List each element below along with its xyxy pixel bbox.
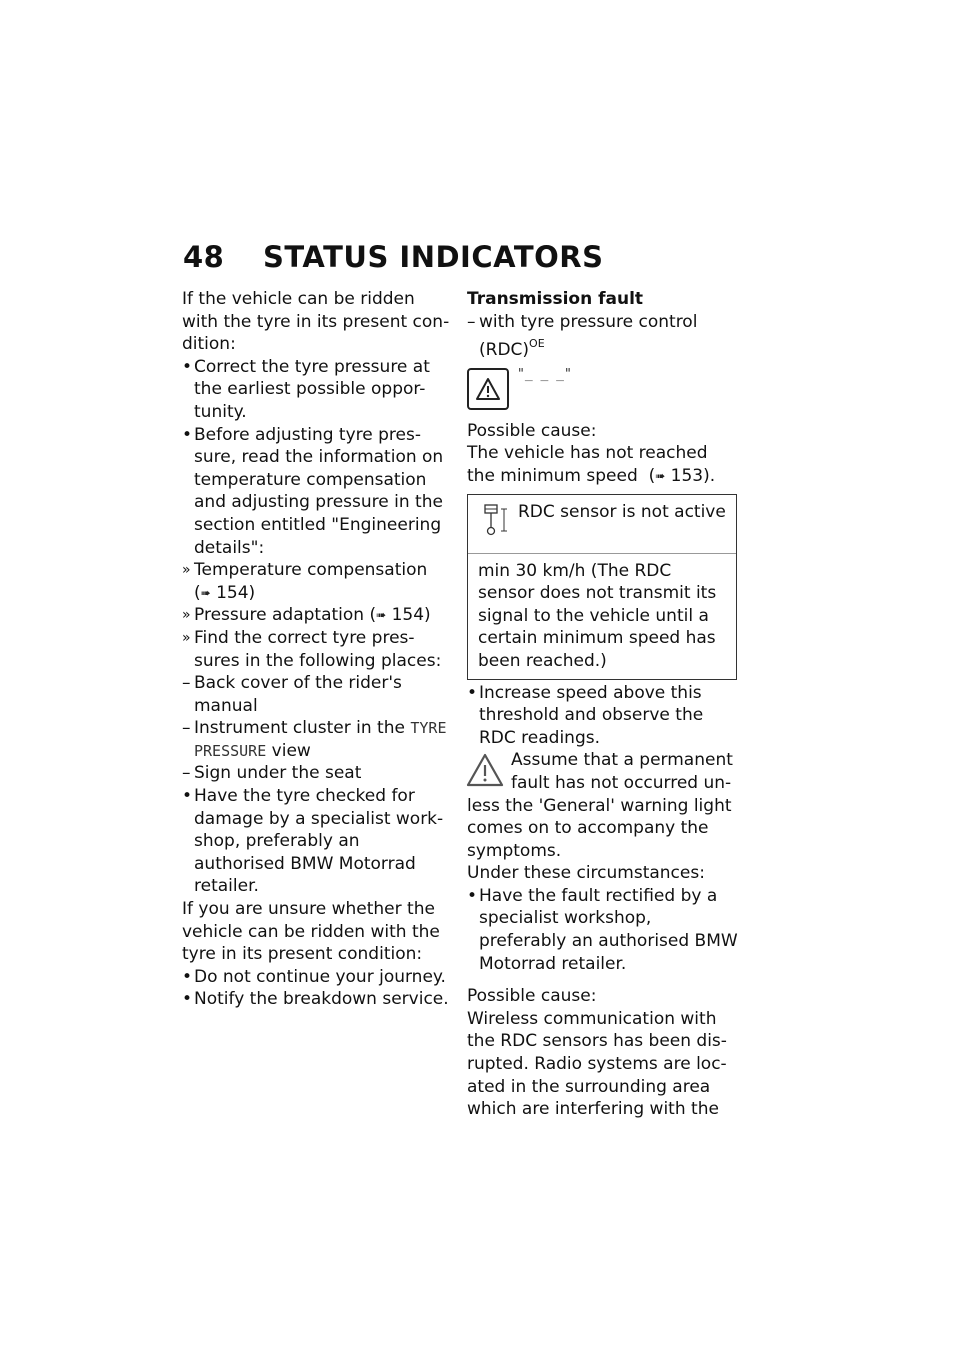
list-item bbox=[182, 988, 452, 1011]
bullet-marker: • bbox=[182, 966, 193, 987]
rdc-info-box bbox=[467, 494, 737, 680]
paren: ( bbox=[194, 582, 201, 603]
info-box-body: min 30 km/h (The RDC sensor does not transmit its signal to the vehicle until a certain minimum speed has been reached.) bbox=[478, 560, 717, 671]
indicator-row bbox=[467, 368, 739, 410]
arrow-icon: ➠ bbox=[655, 468, 666, 483]
warning-triangle-icon bbox=[465, 751, 505, 791]
dash-item bbox=[182, 672, 452, 717]
bullet-marker: • bbox=[467, 682, 478, 703]
dash-item bbox=[182, 762, 452, 785]
bullet-marker: • bbox=[182, 424, 193, 445]
sub-list-item bbox=[182, 559, 452, 604]
list-item bbox=[467, 885, 739, 975]
sub-list-item bbox=[182, 604, 452, 627]
sub-list-item bbox=[182, 627, 452, 672]
dash-marker: – bbox=[467, 311, 476, 332]
chevron-marker: » bbox=[182, 607, 191, 624]
tyre-sensor-icon bbox=[480, 501, 508, 539]
dash-item bbox=[467, 311, 739, 362]
dash-marker: – bbox=[182, 718, 191, 739]
intro-paragraph: If the vehicle can be ridden with the tyre in its present con-dition: bbox=[182, 289, 450, 355]
bullet-text: Notify the breakdown service. bbox=[194, 989, 449, 1010]
left-column bbox=[182, 288, 452, 1011]
sub-item-text: Pressure adaptation ( bbox=[194, 605, 377, 626]
bullet-marker: • bbox=[182, 989, 193, 1010]
sub-item-text: Temperature compensation bbox=[194, 560, 428, 581]
page-header bbox=[183, 240, 603, 274]
arrow-icon: ➠ bbox=[376, 608, 387, 623]
dash-marker: – bbox=[182, 673, 191, 694]
info-box-title: RDC sensor is not active bbox=[518, 501, 726, 522]
dash-text: Back cover of the rider's manual bbox=[194, 673, 402, 716]
bullet-text: Have the tyre checked for damage by a specialist work-shop, preferably an authorised BMW Motorrad retailer. bbox=[194, 786, 444, 897]
warning-triangle-icon bbox=[467, 368, 509, 410]
page-reference-link[interactable]: 153). bbox=[670, 465, 716, 486]
section-heading: Transmission fault bbox=[467, 289, 644, 309]
chevron-marker: » bbox=[182, 629, 191, 646]
bullet-text: Before adjusting tyre pres-sure, read the information on temperature compensation and adjusting pressure in the section entitled "Engineering details": bbox=[194, 424, 444, 558]
right-column bbox=[467, 288, 739, 1121]
warning-notice bbox=[467, 749, 739, 862]
page-reference-link[interactable]: 154) bbox=[391, 605, 431, 626]
arrow-icon: ➠ bbox=[200, 585, 211, 600]
paren: ( bbox=[648, 465, 656, 486]
page-number: 48 bbox=[183, 240, 225, 274]
bullet-text: Correct the tyre pressure at the earliest possible oppor-tunity. bbox=[194, 356, 430, 422]
dash-item bbox=[182, 717, 452, 762]
possible-cause-label: Possible cause: bbox=[467, 986, 597, 1007]
info-box-header bbox=[468, 495, 736, 554]
cause-text bbox=[467, 442, 739, 487]
bullet-marker: • bbox=[182, 786, 193, 807]
option-superscript: OE bbox=[529, 337, 545, 351]
sub-item-text: Find the correct tyre pres-sures in the following places: bbox=[194, 627, 442, 671]
list-item bbox=[467, 682, 739, 750]
bullet-text: Do not continue your journey. bbox=[194, 966, 446, 987]
dash-text: with tyre pressure control (RDC) bbox=[479, 311, 698, 361]
bullet-text: Increase speed above this threshold and observe the RDC readings. bbox=[479, 682, 704, 748]
unsure-paragraph: If you are unsure whether the vehicle can be ridden with the tyre in its present condition: bbox=[182, 899, 440, 965]
circumstances-label: Under these circumstances: bbox=[467, 863, 705, 884]
display-label: TYRE PRESSURE bbox=[194, 719, 447, 760]
bullet-text: Have the fault rectified by a specialist workshop, preferably an authorised BMW Motorrad retailer. bbox=[479, 885, 738, 974]
bullet-marker: • bbox=[467, 885, 478, 906]
cause-body: The vehicle has not reached the minimum speed bbox=[467, 443, 708, 486]
list-item bbox=[182, 356, 452, 424]
page-title: STATUS INDICATORS bbox=[263, 240, 604, 274]
cause-text: Wireless communication with the RDC sensors has been dis-rupted. Radio systems are loc-ated in the surrounding area which are interfering with the bbox=[467, 1008, 727, 1120]
dash-text: Sign under the seat bbox=[194, 763, 362, 784]
dash-marker: – bbox=[182, 763, 191, 784]
list-item bbox=[182, 424, 452, 560]
list-item bbox=[182, 785, 452, 898]
dash-text: Instrument cluster in the bbox=[194, 718, 411, 739]
bullet-marker: • bbox=[182, 356, 193, 377]
warning-text: Assume that a permanent fault has not occurred un-less the 'General' warning light comes on to accompany the symptoms. bbox=[467, 750, 733, 861]
chevron-marker: » bbox=[182, 562, 191, 579]
dash-text: view bbox=[266, 740, 311, 761]
possible-cause-label: Possible cause: bbox=[467, 420, 597, 441]
page-reference-link[interactable]: 154) bbox=[216, 582, 256, 603]
display-value: "_ _ _" bbox=[517, 366, 572, 382]
list-item bbox=[182, 966, 452, 989]
